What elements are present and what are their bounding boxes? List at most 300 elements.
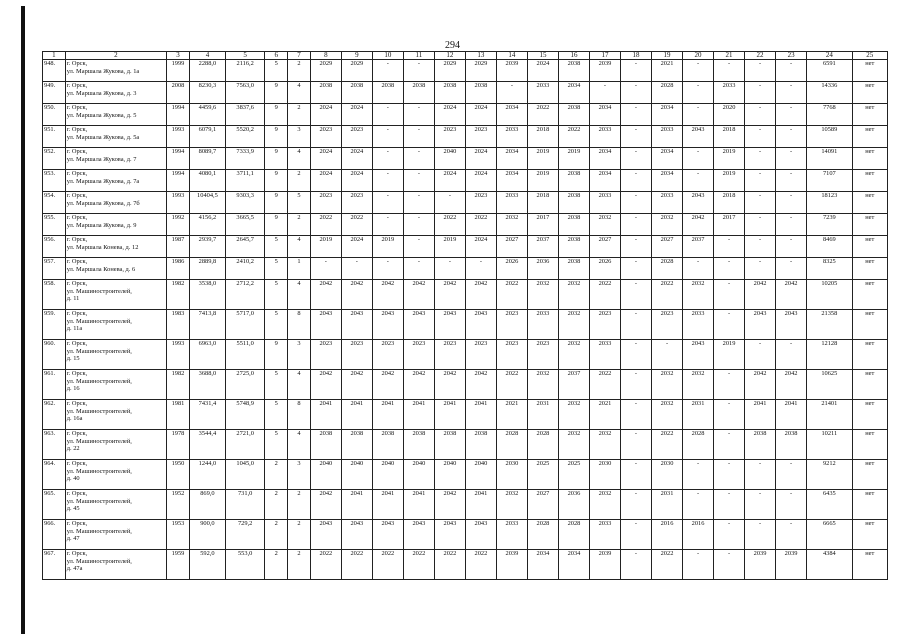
table-cell: 869,0 <box>189 490 225 520</box>
table-cell: нет <box>852 170 887 192</box>
row-number: 951. <box>43 126 66 148</box>
address-line: г. Орск, <box>66 126 88 133</box>
table-cell: 10589 <box>807 126 853 148</box>
table-cell: 4 <box>288 430 311 460</box>
table-cell: 8469 <box>807 236 853 258</box>
address-line: ул. Маршала Жукова, д. 3 <box>66 89 137 97</box>
table-cell: 1993 <box>167 340 190 370</box>
table-cell: 18123 <box>807 192 853 214</box>
address-line: д. 45 <box>66 505 80 513</box>
table-cell: 2017 <box>714 214 745 236</box>
table-cell: - <box>776 82 807 104</box>
table-cell: 1987 <box>167 236 190 258</box>
address-cell <box>65 370 166 400</box>
table-cell: 1981 <box>167 400 190 430</box>
table-cell: 2038 <box>403 82 434 104</box>
address-cell <box>65 520 166 550</box>
table-cell: 2032 <box>558 340 589 370</box>
address-line: д. 22 <box>66 445 80 453</box>
row-number: 956. <box>43 236 66 258</box>
table-cell: 2038 <box>341 82 372 104</box>
address-line: г. Орск, <box>66 258 88 265</box>
table-cell: 2024 <box>310 170 341 192</box>
table-cell: 5 <box>265 370 288 400</box>
table-cell: - <box>620 170 651 192</box>
table-cell: 3 <box>288 126 311 148</box>
address-line: г. Орск, <box>66 550 88 557</box>
table-row <box>43 104 888 126</box>
table-cell: 5 <box>265 280 288 310</box>
row-number: 954. <box>43 192 66 214</box>
column-header: 15 <box>527 52 558 60</box>
column-header: 17 <box>589 52 620 60</box>
table-cell: 729,2 <box>226 520 265 550</box>
table-cell: 7333,9 <box>226 148 265 170</box>
table-cell: 2038 <box>558 104 589 126</box>
table-cell: 2022 <box>310 214 341 236</box>
table-cell: 2043 <box>776 310 807 340</box>
table-cell: - <box>620 550 651 580</box>
housing-registry-table <box>42 51 888 580</box>
table-cell: - <box>372 258 403 280</box>
address-line: г. Орск, <box>66 60 88 67</box>
table-cell: 2042 <box>341 370 372 400</box>
table-cell: - <box>620 192 651 214</box>
table-cell: - <box>776 340 807 370</box>
table-cell: 2034 <box>496 170 527 192</box>
address-cell <box>65 170 166 192</box>
table-cell: 2040 <box>403 460 434 490</box>
row-number: 955. <box>43 214 66 236</box>
row-number: 959. <box>43 310 66 340</box>
table-cell: нет <box>852 310 887 340</box>
table-row <box>43 400 888 430</box>
table-cell: 2023 <box>310 340 341 370</box>
column-header: 21 <box>714 52 745 60</box>
table-cell: 4156,2 <box>189 214 225 236</box>
table-cell: - <box>620 60 651 82</box>
table-cell: 2022 <box>465 550 496 580</box>
table-cell: - <box>403 104 434 126</box>
table-row <box>43 310 888 340</box>
table-cell: 2032 <box>527 370 558 400</box>
table-cell: 2034 <box>558 550 589 580</box>
table-cell: нет <box>852 148 887 170</box>
table-row <box>43 520 888 550</box>
table-cell: - <box>310 258 341 280</box>
table-row <box>43 60 888 82</box>
table-cell: 2016 <box>683 520 714 550</box>
table-cell: 1993 <box>167 192 190 214</box>
table-cell: 2030 <box>496 460 527 490</box>
table-cell: 9303,3 <box>226 192 265 214</box>
table-cell: 2043 <box>434 520 465 550</box>
table-cell: 4080,1 <box>189 170 225 192</box>
address-cell <box>65 148 166 170</box>
table-cell: 2043 <box>372 310 403 340</box>
column-header: 16 <box>558 52 589 60</box>
table-cell: 2024 <box>434 104 465 126</box>
table-cell: 2029 <box>341 60 372 82</box>
table-cell: - <box>745 60 776 82</box>
table-cell: 1953 <box>167 520 190 550</box>
table-cell: 2022 <box>527 104 558 126</box>
table-cell: - <box>620 126 651 148</box>
table-cell: 2 <box>288 490 311 520</box>
table-cell: 2023 <box>310 126 341 148</box>
table-cell: 2043 <box>465 310 496 340</box>
address-line: д. 16а <box>66 415 83 423</box>
table-cell: - <box>620 460 651 490</box>
table-cell: 2043 <box>683 340 714 370</box>
table-cell: - <box>745 520 776 550</box>
table-cell: нет <box>852 236 887 258</box>
table-cell: - <box>403 60 434 82</box>
address-line: ул. Маршала Жукова, д. 7 <box>66 155 137 163</box>
table-cell: 2032 <box>527 280 558 310</box>
table-row <box>43 370 888 400</box>
column-header: 23 <box>776 52 807 60</box>
table-cell: 2024 <box>341 170 372 192</box>
table-cell: 2024 <box>341 236 372 258</box>
table-row <box>43 460 888 490</box>
table-cell: 1 <box>288 258 311 280</box>
table-cell: 2038 <box>465 430 496 460</box>
table-cell: 21358 <box>807 310 853 340</box>
table-cell: 2034 <box>652 148 683 170</box>
table-cell: 2028 <box>652 82 683 104</box>
table-cell: - <box>652 340 683 370</box>
table-cell: 2019 <box>372 236 403 258</box>
table-cell: 2042 <box>745 370 776 400</box>
table-cell: 2041 <box>310 400 341 430</box>
table-cell: 2022 <box>434 214 465 236</box>
table-cell: 3711,1 <box>226 170 265 192</box>
table-cell: 2043 <box>683 192 714 214</box>
table-cell: - <box>776 126 807 148</box>
table-cell: 2022 <box>589 370 620 400</box>
address-line: г. Орск, <box>66 236 88 243</box>
table-cell: 2 <box>288 520 311 550</box>
table-cell: - <box>745 170 776 192</box>
address-cell <box>65 60 166 82</box>
table-cell: 2024 <box>310 148 341 170</box>
table-cell: 2026 <box>589 258 620 280</box>
table-cell: 2033 <box>589 192 620 214</box>
address-cell <box>65 82 166 104</box>
table-cell: 7768 <box>807 104 853 126</box>
address-line: д. 40 <box>66 475 80 483</box>
table-cell: 9 <box>265 340 288 370</box>
table-cell: 2 <box>265 550 288 580</box>
table-cell: нет <box>852 214 887 236</box>
table-cell: - <box>620 400 651 430</box>
table-cell: 2022 <box>465 214 496 236</box>
address-line: ул. Машиностроителей, <box>66 347 132 355</box>
table-cell: 2023 <box>372 340 403 370</box>
table-cell: 2008 <box>167 82 190 104</box>
table-cell: - <box>776 170 807 192</box>
column-header: 19 <box>652 52 683 60</box>
table-cell: нет <box>852 104 887 126</box>
column-header: 14 <box>496 52 527 60</box>
table-cell: 2042 <box>310 370 341 400</box>
table-cell: 2024 <box>527 60 558 82</box>
page-number: 294 <box>445 40 460 51</box>
table-cell: 2018 <box>527 192 558 214</box>
address-cell <box>65 104 166 126</box>
table-cell: 2116,2 <box>226 60 265 82</box>
table-cell: 2028 <box>527 430 558 460</box>
table-cell: - <box>745 258 776 280</box>
address-line: ул. Машиностроителей, <box>66 407 132 415</box>
address-line: д. 47а <box>66 565 83 573</box>
table-cell: 6435 <box>807 490 853 520</box>
table-cell: 2022 <box>652 430 683 460</box>
table-cell: - <box>745 126 776 148</box>
table-row <box>43 550 888 580</box>
table-cell: - <box>745 236 776 258</box>
table-cell: - <box>683 60 714 82</box>
table-cell: 1950 <box>167 460 190 490</box>
table-cell: 7107 <box>807 170 853 192</box>
table-cell: 2042 <box>434 280 465 310</box>
table-cell: - <box>776 148 807 170</box>
address-cell <box>65 460 166 490</box>
column-number-header <box>43 52 888 60</box>
table-cell: 1994 <box>167 148 190 170</box>
address-line: ул. Машиностроителей, <box>66 287 132 295</box>
table-cell: нет <box>852 400 887 430</box>
table-cell: 2033 <box>714 82 745 104</box>
table-cell: 2022 <box>652 550 683 580</box>
table-cell: 8089,7 <box>189 148 225 170</box>
table-cell: 2019 <box>714 340 745 370</box>
table-cell: 9 <box>265 148 288 170</box>
address-line: ул. Машиностроителей, <box>66 377 132 385</box>
table-cell: 2034 <box>558 82 589 104</box>
table-cell: 2039 <box>496 60 527 82</box>
column-header: 18 <box>620 52 651 60</box>
table-cell: - <box>745 82 776 104</box>
table-cell: - <box>745 148 776 170</box>
column-header: 8 <box>310 52 341 60</box>
table-cell: 2041 <box>372 400 403 430</box>
table-cell: 2725,0 <box>226 370 265 400</box>
table-cell: 2033 <box>527 310 558 340</box>
table-cell: 4 <box>288 280 311 310</box>
table-cell: 3837,6 <box>226 104 265 126</box>
table-cell: - <box>372 104 403 126</box>
table-cell: 2039 <box>776 550 807 580</box>
table-cell: - <box>776 520 807 550</box>
table-cell: - <box>776 258 807 280</box>
table-cell: 2042 <box>745 280 776 310</box>
table-cell: - <box>620 104 651 126</box>
row-number: 967. <box>43 550 66 580</box>
table-cell: 2022 <box>589 280 620 310</box>
address-line: г. Орск, <box>66 148 88 155</box>
address-cell <box>65 550 166 580</box>
table-cell: 2 <box>288 214 311 236</box>
table-cell: 2032 <box>652 214 683 236</box>
table-cell: 2039 <box>589 60 620 82</box>
table-cell: 14091 <box>807 148 853 170</box>
table-cell: 553,0 <box>226 550 265 580</box>
table-cell: 2033 <box>652 192 683 214</box>
address-line: ул. Маршала Жукова, д. 5 <box>66 111 137 119</box>
table-cell: 2042 <box>341 280 372 310</box>
table-cell: 1978 <box>167 430 190 460</box>
table-cell: 2031 <box>527 400 558 430</box>
table-cell: 2042 <box>310 280 341 310</box>
table-cell: 2043 <box>372 520 403 550</box>
table-cell: - <box>620 370 651 400</box>
table-cell: 2038 <box>310 82 341 104</box>
table-cell: 6079,1 <box>189 126 225 148</box>
table-cell: 3665,5 <box>226 214 265 236</box>
table-cell: 2042 <box>403 280 434 310</box>
table-cell: 2027 <box>589 236 620 258</box>
table-cell: 3544,4 <box>189 430 225 460</box>
table-cell: 5 <box>265 236 288 258</box>
column-header: 5 <box>226 52 265 60</box>
row-number: 950. <box>43 104 66 126</box>
column-header: 2 <box>65 52 166 60</box>
table-cell: 2042 <box>776 280 807 310</box>
table-cell: 8 <box>288 310 311 340</box>
table-cell: - <box>403 148 434 170</box>
table-cell: 2028 <box>527 520 558 550</box>
table-cell: - <box>465 258 496 280</box>
address-cell <box>65 400 166 430</box>
column-header: 7 <box>288 52 311 60</box>
table-cell: - <box>745 340 776 370</box>
table-cell: 2022 <box>372 550 403 580</box>
table-cell: 4459,6 <box>189 104 225 126</box>
table-cell: 2039 <box>496 550 527 580</box>
table-cell: - <box>620 310 651 340</box>
table-cell: - <box>714 236 745 258</box>
table-cell: 2033 <box>589 520 620 550</box>
table-cell: 2039 <box>745 550 776 580</box>
table-cell: - <box>714 280 745 310</box>
row-number: 953. <box>43 170 66 192</box>
table-cell: 2024 <box>465 236 496 258</box>
table-cell: - <box>714 370 745 400</box>
address-line: ул. Машиностроителей, <box>66 437 132 445</box>
table-cell: 2037 <box>683 236 714 258</box>
table-cell: - <box>403 170 434 192</box>
table-cell: 2023 <box>527 340 558 370</box>
table-cell: 5 <box>265 400 288 430</box>
table-cell: нет <box>852 258 887 280</box>
address-line: г. Орск, <box>66 214 88 221</box>
table-cell: нет <box>852 430 887 460</box>
address-line: г. Орск, <box>66 170 88 177</box>
table-cell: - <box>620 490 651 520</box>
table-cell: 4384 <box>807 550 853 580</box>
table-cell: 2024 <box>341 104 372 126</box>
table-cell: 7431,4 <box>189 400 225 430</box>
table-cell: 12128 <box>807 340 853 370</box>
table-cell: 1994 <box>167 170 190 192</box>
table-cell: 2038 <box>745 430 776 460</box>
table-cell: 2038 <box>776 430 807 460</box>
table-cell: 9 <box>265 126 288 148</box>
address-line: ул. Маршала Жукова, д. 1а <box>66 67 140 75</box>
table-cell: - <box>620 430 651 460</box>
table-cell: 2028 <box>496 430 527 460</box>
table-cell: 2040 <box>434 460 465 490</box>
table-cell: 2034 <box>652 170 683 192</box>
table-cell: 2022 <box>341 550 372 580</box>
table-cell: 2043 <box>310 520 341 550</box>
table-cell: 2038 <box>434 82 465 104</box>
table-cell: 2033 <box>527 82 558 104</box>
table-cell: 1992 <box>167 214 190 236</box>
table-cell: - <box>745 460 776 490</box>
table-cell: 2028 <box>558 520 589 550</box>
address-line: ул. Машиностроителей, <box>66 557 132 565</box>
table-cell: 2040 <box>310 460 341 490</box>
table-cell: 2721,0 <box>226 430 265 460</box>
row-number: 949. <box>43 82 66 104</box>
table-cell: 2038 <box>434 430 465 460</box>
column-header: 11 <box>403 52 434 60</box>
address-line: г. Орск, <box>66 82 88 89</box>
table-cell: 2039 <box>589 550 620 580</box>
table-cell: нет <box>852 490 887 520</box>
table-cell: 2032 <box>496 490 527 520</box>
table-cell: нет <box>852 370 887 400</box>
table-cell: 2024 <box>310 104 341 126</box>
table-cell: 2042 <box>465 370 496 400</box>
table-cell: 6591 <box>807 60 853 82</box>
table-cell: 2032 <box>683 280 714 310</box>
table-cell: 1982 <box>167 370 190 400</box>
table-cell: 2023 <box>465 126 496 148</box>
table-cell: 2042 <box>434 370 465 400</box>
row-number: 966. <box>43 520 66 550</box>
table-cell: 2288,0 <box>189 60 225 82</box>
table-cell: 2016 <box>652 520 683 550</box>
table-row <box>43 126 888 148</box>
table-row <box>43 82 888 104</box>
address-line: г. Орск, <box>66 310 88 317</box>
address-line: г. Орск, <box>66 490 88 497</box>
table-cell: 2041 <box>776 400 807 430</box>
address-line: г. Орск, <box>66 400 88 407</box>
row-number: 965. <box>43 490 66 520</box>
address-line: д. 16 <box>66 385 80 393</box>
table-cell: 7563,0 <box>226 82 265 104</box>
column-header: 25 <box>852 52 887 60</box>
table-cell: 2017 <box>527 214 558 236</box>
table-cell: - <box>372 148 403 170</box>
row-number: 948. <box>43 60 66 82</box>
table-cell: - <box>372 192 403 214</box>
table-cell: - <box>683 460 714 490</box>
table-cell: 2034 <box>496 104 527 126</box>
address-cell <box>65 280 166 310</box>
table-cell: - <box>620 214 651 236</box>
table-cell: 2041 <box>372 490 403 520</box>
table-cell: 2038 <box>558 192 589 214</box>
table-row <box>43 258 888 280</box>
table-cell: 900,0 <box>189 520 225 550</box>
table-cell: 2032 <box>558 400 589 430</box>
